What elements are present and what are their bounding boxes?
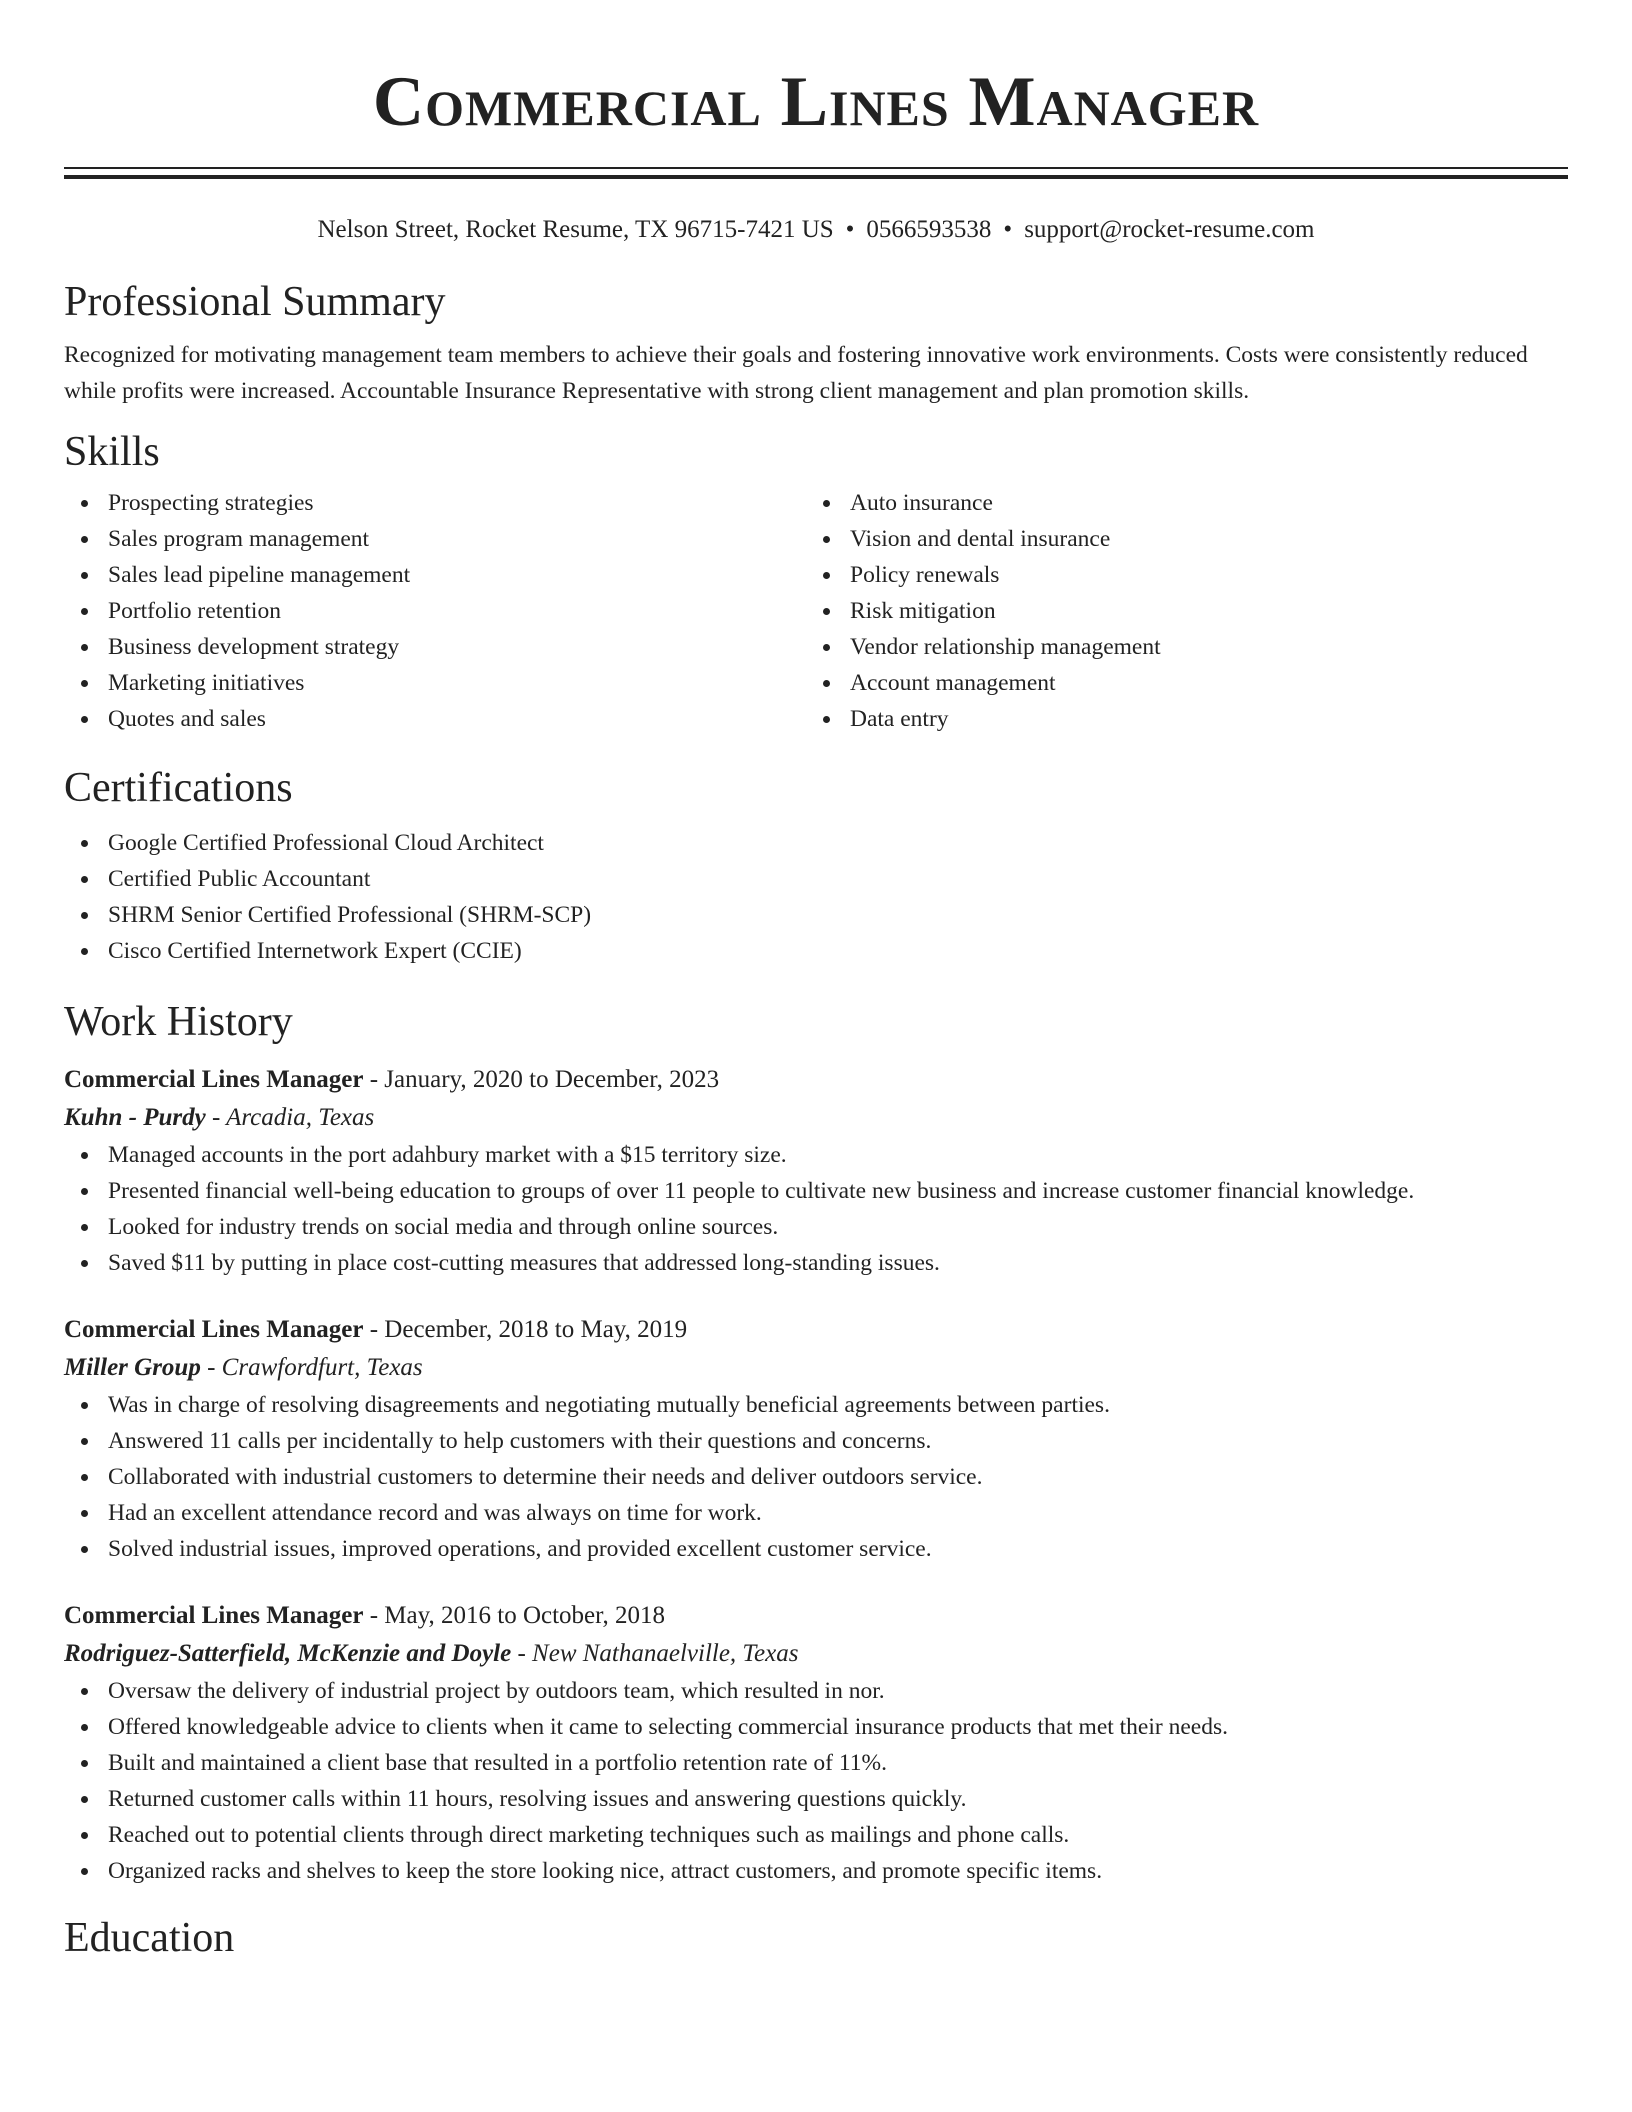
contact-separator: • bbox=[1003, 216, 1013, 243]
job-location: - New Nathanaelville, Texas bbox=[511, 1640, 799, 1667]
job-company-line bbox=[64, 1349, 1568, 1387]
resume-header bbox=[64, 62, 1568, 247]
header-divider-thin bbox=[64, 167, 1568, 169]
skill-item: Marketing initiatives bbox=[64, 665, 806, 701]
job-bullet: Built and maintained a client base that resulted in a portfolio retention rate of 11%. bbox=[64, 1745, 1568, 1781]
job-company: Rodriguez-Satterfield, McKenzie and Doyle bbox=[64, 1640, 512, 1667]
job-bullets bbox=[64, 1137, 1568, 1281]
skills-columns bbox=[64, 485, 1568, 737]
skill-item: Business development strategy bbox=[64, 629, 806, 665]
job-location: - Arcadia, Texas bbox=[205, 1104, 375, 1131]
job-title-line bbox=[64, 1061, 1568, 1099]
job-company: Miller Group bbox=[64, 1354, 201, 1381]
job-bullet: Oversaw the delivery of industrial project by outdoors team, which resulted in nor. bbox=[64, 1673, 1568, 1709]
job-location: - Crawfordfurt, Texas bbox=[200, 1354, 423, 1381]
job-bullet: Managed accounts in the port adahbury market with a $15 territory size. bbox=[64, 1137, 1568, 1173]
job-bullet: Returned customer calls within 11 hours, resolving issues and answering questions quickly. bbox=[64, 1781, 1568, 1817]
job-dates: - January, 2020 to December, 2023 bbox=[363, 1066, 720, 1093]
summary-section bbox=[64, 277, 1568, 409]
skill-item: Portfolio retention bbox=[64, 593, 806, 629]
work-history-section bbox=[64, 997, 1568, 1889]
skill-item: Vision and dental insurance bbox=[806, 521, 1548, 557]
job-title-line bbox=[64, 1311, 1568, 1349]
job-bullet: Saved $11 by putting in place cost-cutting measures that addressed long-standing issues. bbox=[64, 1245, 1568, 1281]
skill-item: Sales program management bbox=[64, 521, 806, 557]
certifications-section bbox=[64, 763, 1568, 969]
education-section bbox=[64, 1913, 1568, 1963]
skill-item: Data entry bbox=[806, 701, 1548, 737]
job-bullet: Presented financial well-being education to groups of over 11 people to cultivate new business and increase customer financial knowledge. bbox=[64, 1173, 1568, 1209]
skills-heading: Skills bbox=[64, 429, 160, 475]
certification-item: Cisco Certified Internetwork Expert (CCIE) bbox=[64, 933, 1568, 969]
resume-title: Commercial Lines Manager bbox=[372, 63, 1260, 141]
work-history-heading: Work History bbox=[64, 999, 293, 1045]
job-bullets bbox=[64, 1673, 1568, 1889]
job-company-line bbox=[64, 1099, 1568, 1137]
job-role: Commercial Lines Manager bbox=[64, 1316, 364, 1343]
certification-item: Google Certified Professional Cloud Architect bbox=[64, 825, 1568, 861]
skill-item: Policy renewals bbox=[806, 557, 1548, 593]
job-bullet: Was in charge of resolving disagreements and negotiating mutually beneficial agreements between parties. bbox=[64, 1387, 1568, 1423]
skill-item: Prospecting strategies bbox=[64, 485, 806, 521]
skills-list-right bbox=[806, 485, 1548, 737]
certification-item: SHRM Senior Certified Professional (SHRM-SCP) bbox=[64, 897, 1568, 933]
contact-line bbox=[64, 213, 1568, 247]
job-entry bbox=[64, 1311, 1568, 1567]
job-dates: - December, 2018 to May, 2019 bbox=[363, 1316, 688, 1343]
education-heading: Education bbox=[64, 1915, 235, 1961]
job-title-line bbox=[64, 1597, 1568, 1635]
job-bullet: Collaborated with industrial customers to determine their needs and deliver outdoors service. bbox=[64, 1459, 1568, 1495]
resume-page bbox=[64, 0, 1568, 1963]
skill-item: Sales lead pipeline management bbox=[64, 557, 806, 593]
job-company: Kuhn - Purdy bbox=[64, 1104, 206, 1131]
skill-item: Account management bbox=[806, 665, 1548, 701]
certifications-heading: Certifications bbox=[64, 765, 293, 811]
job-entry bbox=[64, 1061, 1568, 1281]
job-bullet: Reached out to potential clients through direct marketing techniques such as mailings and phone calls. bbox=[64, 1817, 1568, 1853]
job-bullet: Organized racks and shelves to keep the store looking nice, attract customers, and promote specific items. bbox=[64, 1853, 1568, 1889]
skill-item: Risk mitigation bbox=[806, 593, 1548, 629]
certification-item: Certified Public Accountant bbox=[64, 861, 1568, 897]
skill-item: Quotes and sales bbox=[64, 701, 806, 737]
job-company-line bbox=[64, 1635, 1568, 1673]
header-divider-thick bbox=[64, 175, 1568, 179]
summary-heading: Professional Summary bbox=[64, 279, 446, 325]
job-bullet: Looked for industry trends on social media and through online sources. bbox=[64, 1209, 1568, 1245]
job-dates: - May, 2016 to October, 2018 bbox=[363, 1602, 665, 1629]
skills-section bbox=[64, 427, 1568, 737]
contact-address: Nelson Street, Rocket Resume, TX 96715-7421 US bbox=[317, 216, 834, 243]
job-bullet: Answered 11 calls per incidentally to help customers with their questions and concerns. bbox=[64, 1423, 1568, 1459]
job-bullet: Had an excellent attendance record and was always on time for work. bbox=[64, 1495, 1568, 1531]
job-bullets bbox=[64, 1387, 1568, 1567]
skill-item: Vendor relationship management bbox=[806, 629, 1548, 665]
summary-text: Recognized for motivating management team members to achieve their goals and fostering innovative work environments. Costs were consistently reduced while profits were increased. Accountable Insurance Representative with strong client management and plan promotion skills. bbox=[64, 342, 1528, 404]
contact-email: support@rocket-resume.com bbox=[1024, 216, 1315, 243]
contact-phone: 0566593538 bbox=[866, 216, 992, 243]
job-role: Commercial Lines Manager bbox=[64, 1066, 364, 1093]
job-role: Commercial Lines Manager bbox=[64, 1602, 364, 1629]
job-bullet: Offered knowledgeable advice to clients when it came to selecting commercial insurance products that met their needs. bbox=[64, 1709, 1568, 1745]
job-bullet: Solved industrial issues, improved operations, and provided excellent customer service. bbox=[64, 1531, 1568, 1567]
job-entry bbox=[64, 1597, 1568, 1889]
skills-list-left bbox=[64, 485, 806, 737]
certifications-list bbox=[64, 825, 1568, 969]
contact-separator: • bbox=[845, 216, 855, 243]
skill-item: Auto insurance bbox=[806, 485, 1548, 521]
